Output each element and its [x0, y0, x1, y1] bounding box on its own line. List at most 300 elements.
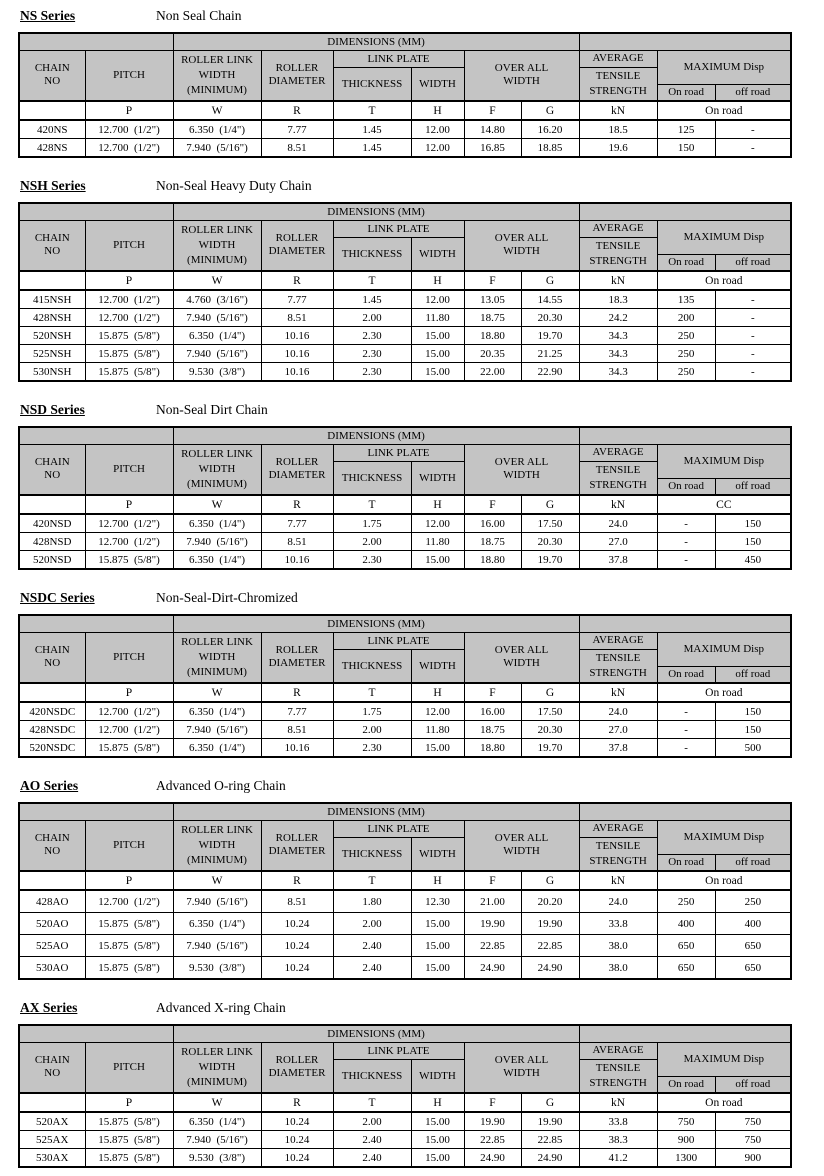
cell-tensile-kn: 41.2 — [579, 1149, 657, 1168]
unit-label-chain-no — [19, 1093, 85, 1112]
header-blank-right — [579, 615, 791, 632]
cell-overall-width-f: 20.35 — [464, 345, 521, 363]
header-roller-link-width: ROLLER LINK WIDTH (MINIMUM) — [173, 444, 261, 495]
cell-pitch: 12.700 (1/2") — [85, 290, 173, 309]
cell-overall-width-g: 22.85 — [521, 1131, 579, 1149]
cell-pitch: 15.875 (5/8") — [85, 913, 173, 935]
cell-disp-off-road: - — [715, 290, 791, 309]
header-tensile-strength: TENSILE STRENGTH — [579, 67, 657, 101]
cell-thickness: 2.00 — [333, 721, 411, 739]
header-on-road: On road — [657, 666, 715, 683]
cell-pitch: 15.875 (5/8") — [85, 345, 173, 363]
cell-overall-width-g: 22.90 — [521, 363, 579, 382]
cell-overall-width-g: 22.85 — [521, 935, 579, 957]
unit-disp: On road — [657, 101, 791, 120]
table-row — [19, 1131, 791, 1149]
table-row — [19, 1149, 791, 1168]
unit-label-chain-no — [19, 495, 85, 514]
cell-tensile-kn: 33.8 — [579, 913, 657, 935]
cell-tensile-kn: 24.0 — [579, 890, 657, 913]
cell-overall-width-g: 20.20 — [521, 890, 579, 913]
cell-overall-width-g: 20.30 — [521, 533, 579, 551]
cell-thickness: 2.40 — [333, 957, 411, 980]
unit-label-tensile-kn: kN — [579, 1093, 657, 1112]
unit-label-thickness: T — [333, 271, 411, 290]
header-roller-diameter: ROLLER DIAMETER — [261, 820, 333, 871]
cell-disp-off-road: 750 — [715, 1131, 791, 1149]
cell-overall-width-f: 24.90 — [464, 1149, 521, 1168]
header-chain-no: CHAIN NO — [19, 444, 85, 495]
header-width: WIDTH — [411, 649, 464, 683]
cell-roller-link-width: 7.940 (5/16") — [173, 721, 261, 739]
cell-chain-no: 420NSDC — [19, 702, 85, 721]
header-overall-width: OVER ALL WIDTH — [464, 820, 579, 871]
header-maximum-disp: MAXIMUM Disp — [657, 820, 791, 854]
unit-label-roller-link-width: W — [173, 1093, 261, 1112]
header-width: WIDTH — [411, 67, 464, 101]
cell-overall-width-f: 22.00 — [464, 363, 521, 382]
header-average: AVERAGE — [579, 50, 657, 67]
cell-roller-diameter: 10.16 — [261, 327, 333, 345]
cell-thickness: 2.30 — [333, 327, 411, 345]
header-dimensions: DIMENSIONS (MM) — [173, 427, 579, 444]
cell-disp-on-road: 650 — [657, 935, 715, 957]
series-subtitle: Non-Seal Heavy Duty Chain — [156, 178, 312, 193]
cell-chain-no: 415NSH — [19, 290, 85, 309]
cell-tensile-kn: 38.0 — [579, 957, 657, 980]
cell-disp-off-road: - — [715, 327, 791, 345]
header-maximum-disp: MAXIMUM Disp — [657, 1042, 791, 1076]
header-blank-left — [19, 615, 173, 632]
cell-roller-diameter: 10.24 — [261, 957, 333, 980]
cell-width: 12.00 — [411, 290, 464, 309]
cell-overall-width-g: 20.30 — [521, 721, 579, 739]
cell-thickness: 1.45 — [333, 290, 411, 309]
cell-chain-no: 525AO — [19, 935, 85, 957]
unit-label-tensile-kn: kN — [579, 871, 657, 890]
cell-pitch: 12.700 (1/2") — [85, 702, 173, 721]
cell-thickness: 2.40 — [333, 1131, 411, 1149]
header-tensile-strength: TENSILE STRENGTH — [579, 649, 657, 683]
cell-chain-no: 428AO — [19, 890, 85, 913]
series-section — [18, 177, 791, 382]
table-row — [19, 514, 791, 533]
cell-roller-link-width: 6.350 (1/4") — [173, 1112, 261, 1131]
cell-chain-no: 520AO — [19, 913, 85, 935]
series-title-row — [20, 777, 791, 794]
header-thickness: THICKNESS — [333, 67, 411, 101]
cell-chain-no: 420NS — [19, 120, 85, 139]
header-blank-right — [579, 33, 791, 50]
unit-label-pitch: P — [85, 1093, 173, 1112]
cell-disp-off-road: 150 — [715, 702, 791, 721]
table-row — [19, 702, 791, 721]
table-row — [19, 120, 791, 139]
header-chain-no: CHAIN NO — [19, 220, 85, 271]
header-blank-right — [579, 203, 791, 220]
header-thickness: THICKNESS — [333, 461, 411, 495]
cell-disp-off-road: - — [715, 345, 791, 363]
cell-overall-width-f: 13.05 — [464, 290, 521, 309]
header-overall-width: OVER ALL WIDTH — [464, 1042, 579, 1093]
cell-pitch: 12.700 (1/2") — [85, 139, 173, 158]
header-dimensions: DIMENSIONS (MM) — [173, 803, 579, 820]
unit-label-width: H — [411, 683, 464, 702]
header-link-plate: LINK PLATE — [333, 50, 464, 67]
cell-width: 12.00 — [411, 702, 464, 721]
cell-pitch: 12.700 (1/2") — [85, 890, 173, 913]
cell-thickness: 2.00 — [333, 1112, 411, 1131]
cell-pitch: 12.700 (1/2") — [85, 120, 173, 139]
cell-chain-no: 520NSH — [19, 327, 85, 345]
header-link-plate: LINK PLATE — [333, 220, 464, 237]
series-section — [18, 7, 791, 158]
cell-chain-no: 525NSH — [19, 345, 85, 363]
cell-disp-on-road: 125 — [657, 120, 715, 139]
cell-roller-link-width: 6.350 (1/4") — [173, 514, 261, 533]
header-off-road: off road — [715, 478, 791, 495]
unit-label-overall-width-g: G — [521, 495, 579, 514]
unit-disp: On road — [657, 271, 791, 290]
cell-pitch: 15.875 (5/8") — [85, 1112, 173, 1131]
cell-roller-diameter: 10.16 — [261, 363, 333, 382]
header-pitch: PITCH — [85, 444, 173, 495]
table-row — [19, 327, 791, 345]
header-roller-diameter: ROLLER DIAMETER — [261, 50, 333, 101]
cell-chain-no: 530NSH — [19, 363, 85, 382]
header-roller-link-width: ROLLER LINK WIDTH (MINIMUM) — [173, 50, 261, 101]
header-tensile-strength: TENSILE STRENGTH — [579, 837, 657, 871]
cell-overall-width-g: 24.90 — [521, 957, 579, 980]
unit-label-overall-width-f: F — [464, 495, 521, 514]
unit-label-tensile-kn: kN — [579, 683, 657, 702]
header-width: WIDTH — [411, 461, 464, 495]
cell-roller-diameter: 7.77 — [261, 514, 333, 533]
cell-disp-off-road: 150 — [715, 721, 791, 739]
header-chain-no: CHAIN NO — [19, 632, 85, 683]
header-blank-left — [19, 1025, 173, 1042]
cell-chain-no: 520AX — [19, 1112, 85, 1131]
cell-width: 15.00 — [411, 957, 464, 980]
cell-pitch: 12.700 (1/2") — [85, 533, 173, 551]
unit-label-chain-no — [19, 871, 85, 890]
cell-tensile-kn: 37.8 — [579, 739, 657, 758]
header-thickness: THICKNESS — [333, 837, 411, 871]
cell-pitch: 15.875 (5/8") — [85, 1131, 173, 1149]
header-roller-diameter: ROLLER DIAMETER — [261, 444, 333, 495]
series-section — [18, 999, 791, 1168]
cell-overall-width-g: 24.90 — [521, 1149, 579, 1168]
cell-roller-diameter: 7.77 — [261, 702, 333, 721]
cell-disp-on-road: - — [657, 514, 715, 533]
cell-pitch: 12.700 (1/2") — [85, 309, 173, 327]
cell-roller-link-width: 7.940 (5/16") — [173, 533, 261, 551]
cell-thickness: 2.30 — [333, 739, 411, 758]
header-width: WIDTH — [411, 837, 464, 871]
header-on-road: On road — [657, 1076, 715, 1093]
cell-width: 15.00 — [411, 1131, 464, 1149]
cell-disp-on-road: 200 — [657, 309, 715, 327]
unit-label-overall-width-f: F — [464, 871, 521, 890]
cell-thickness: 2.40 — [333, 1149, 411, 1168]
cell-disp-off-road: - — [715, 309, 791, 327]
cell-pitch: 15.875 (5/8") — [85, 957, 173, 980]
cell-overall-width-g: 19.90 — [521, 1112, 579, 1131]
cell-tensile-kn: 27.0 — [579, 721, 657, 739]
cell-tensile-kn: 24.0 — [579, 702, 657, 721]
header-off-road: off road — [715, 84, 791, 101]
header-on-road: On road — [657, 84, 715, 101]
header-blank-left — [19, 33, 173, 50]
header-average: AVERAGE — [579, 820, 657, 837]
cell-width: 15.00 — [411, 739, 464, 758]
series-title: NSH Series — [20, 178, 86, 193]
cell-disp-on-road: 135 — [657, 290, 715, 309]
header-pitch: PITCH — [85, 632, 173, 683]
table-row — [19, 551, 791, 570]
cell-disp-on-road: - — [657, 739, 715, 758]
cell-tensile-kn: 34.3 — [579, 363, 657, 382]
header-pitch: PITCH — [85, 1042, 173, 1093]
unit-label-pitch: P — [85, 871, 173, 890]
cell-disp-on-road: 1300 — [657, 1149, 715, 1168]
cell-roller-link-width: 4.760 (3/16") — [173, 290, 261, 309]
header-link-plate: LINK PLATE — [333, 444, 464, 461]
header-blank-left — [19, 803, 173, 820]
cell-roller-diameter: 8.51 — [261, 309, 333, 327]
cell-thickness: 2.30 — [333, 345, 411, 363]
header-chain-no: CHAIN NO — [19, 820, 85, 871]
header-maximum-disp: MAXIMUM Disp — [657, 50, 791, 84]
header-tensile-strength: TENSILE STRENGTH — [579, 461, 657, 495]
cell-width: 15.00 — [411, 935, 464, 957]
header-roller-diameter: ROLLER DIAMETER — [261, 632, 333, 683]
cell-disp-on-road: - — [657, 702, 715, 721]
spec-table — [18, 614, 792, 758]
cell-thickness: 1.45 — [333, 139, 411, 158]
cell-thickness: 1.75 — [333, 514, 411, 533]
series-section — [18, 401, 791, 570]
unit-label-tensile-kn: kN — [579, 101, 657, 120]
spec-table — [18, 202, 792, 382]
series-subtitle: Advanced O-ring Chain — [156, 778, 286, 793]
series-title: NS Series — [20, 8, 76, 23]
unit-label-thickness: T — [333, 871, 411, 890]
cell-disp-on-road: 750 — [657, 1112, 715, 1131]
unit-label-roller-diameter: R — [261, 101, 333, 120]
cell-disp-off-road: 650 — [715, 957, 791, 980]
header-off-road: off road — [715, 666, 791, 683]
cell-thickness: 2.00 — [333, 309, 411, 327]
unit-label-tensile-kn: kN — [579, 271, 657, 290]
header-thickness: THICKNESS — [333, 1059, 411, 1093]
cell-tensile-kn: 34.3 — [579, 345, 657, 363]
header-link-plate: LINK PLATE — [333, 632, 464, 649]
cell-chain-no: 525AX — [19, 1131, 85, 1149]
unit-label-overall-width-f: F — [464, 683, 521, 702]
unit-label-thickness: T — [333, 495, 411, 514]
header-thickness: THICKNESS — [333, 649, 411, 683]
cell-overall-width-g: 17.50 — [521, 514, 579, 533]
cell-disp-off-road: 500 — [715, 739, 791, 758]
cell-chain-no: 428NSH — [19, 309, 85, 327]
series-title-row — [20, 999, 791, 1016]
cell-roller-diameter: 7.77 — [261, 120, 333, 139]
header-maximum-disp: MAXIMUM Disp — [657, 444, 791, 478]
cell-roller-diameter: 10.24 — [261, 1112, 333, 1131]
cell-tensile-kn: 19.6 — [579, 139, 657, 158]
cell-roller-link-width: 7.940 (5/16") — [173, 1131, 261, 1149]
cell-disp-off-road: 250 — [715, 890, 791, 913]
header-maximum-disp: MAXIMUM Disp — [657, 632, 791, 666]
unit-label-width: H — [411, 495, 464, 514]
cell-overall-width-g: 17.50 — [521, 702, 579, 721]
cell-width: 11.80 — [411, 721, 464, 739]
cell-overall-width-g: 14.55 — [521, 290, 579, 309]
unit-label-width: H — [411, 871, 464, 890]
header-overall-width: OVER ALL WIDTH — [464, 220, 579, 271]
series-subtitle: Non Seal Chain — [156, 8, 242, 23]
cell-tensile-kn: 33.8 — [579, 1112, 657, 1131]
unit-label-pitch: P — [85, 683, 173, 702]
cell-roller-diameter: 10.24 — [261, 1131, 333, 1149]
header-link-plate: LINK PLATE — [333, 1042, 464, 1059]
cell-disp-off-road: 150 — [715, 514, 791, 533]
cell-roller-link-width: 9.530 (3/8") — [173, 1149, 261, 1168]
cell-chain-no: 428NSDC — [19, 721, 85, 739]
unit-label-overall-width-g: G — [521, 101, 579, 120]
series-title-row — [20, 401, 791, 418]
header-off-road: off road — [715, 254, 791, 271]
header-roller-diameter: ROLLER DIAMETER — [261, 1042, 333, 1093]
cell-roller-diameter: 8.51 — [261, 533, 333, 551]
unit-label-pitch: P — [85, 271, 173, 290]
cell-overall-width-f: 22.85 — [464, 1131, 521, 1149]
cell-tensile-kn: 38.0 — [579, 935, 657, 957]
cell-chain-no: 420NSD — [19, 514, 85, 533]
header-maximum-disp: MAXIMUM Disp — [657, 220, 791, 254]
unit-label-thickness: T — [333, 1093, 411, 1112]
cell-roller-link-width: 6.350 (1/4") — [173, 327, 261, 345]
cell-roller-diameter: 8.51 — [261, 890, 333, 913]
table-row — [19, 721, 791, 739]
cell-pitch: 12.700 (1/2") — [85, 721, 173, 739]
cell-overall-width-g: 16.20 — [521, 120, 579, 139]
cell-roller-link-width: 6.350 (1/4") — [173, 739, 261, 758]
unit-label-roller-link-width: W — [173, 495, 261, 514]
header-overall-width: OVER ALL WIDTH — [464, 444, 579, 495]
cell-overall-width-g: 19.70 — [521, 739, 579, 758]
cell-roller-link-width: 6.350 (1/4") — [173, 551, 261, 570]
cell-roller-diameter: 8.51 — [261, 139, 333, 158]
cell-pitch: 15.875 (5/8") — [85, 363, 173, 382]
cell-pitch: 15.875 (5/8") — [85, 935, 173, 957]
table-row — [19, 533, 791, 551]
series-title-row — [20, 589, 791, 606]
unit-label-width: H — [411, 101, 464, 120]
cell-roller-diameter: 10.16 — [261, 739, 333, 758]
cell-pitch: 15.875 (5/8") — [85, 551, 173, 570]
header-blank-right — [579, 803, 791, 820]
cell-pitch: 15.875 (5/8") — [85, 327, 173, 345]
table-row — [19, 1112, 791, 1131]
table-row — [19, 935, 791, 957]
series-title-row — [20, 177, 791, 194]
cell-pitch: 12.700 (1/2") — [85, 514, 173, 533]
cell-disp-on-road: 250 — [657, 363, 715, 382]
cell-width: 15.00 — [411, 345, 464, 363]
cell-overall-width-g: 19.90 — [521, 913, 579, 935]
cell-overall-width-f: 21.00 — [464, 890, 521, 913]
unit-label-overall-width-f: F — [464, 271, 521, 290]
cell-disp-on-road: - — [657, 721, 715, 739]
cell-thickness: 1.75 — [333, 702, 411, 721]
cell-overall-width-f: 18.75 — [464, 309, 521, 327]
cell-disp-off-road: 150 — [715, 533, 791, 551]
cell-width: 11.80 — [411, 309, 464, 327]
cell-roller-link-width: 6.350 (1/4") — [173, 120, 261, 139]
spec-table — [18, 802, 792, 980]
spec-table — [18, 32, 792, 158]
header-pitch: PITCH — [85, 50, 173, 101]
cell-roller-link-width: 9.530 (3/8") — [173, 363, 261, 382]
unit-label-roller-link-width: W — [173, 101, 261, 120]
table-row — [19, 290, 791, 309]
header-dimensions: DIMENSIONS (MM) — [173, 615, 579, 632]
cell-thickness: 2.00 — [333, 913, 411, 935]
cell-thickness: 1.80 — [333, 890, 411, 913]
cell-width: 15.00 — [411, 1149, 464, 1168]
cell-disp-off-road: 900 — [715, 1149, 791, 1168]
header-tensile-strength: TENSILE STRENGTH — [579, 1059, 657, 1093]
table-row — [19, 345, 791, 363]
cell-width: 12.00 — [411, 120, 464, 139]
unit-label-chain-no — [19, 271, 85, 290]
cell-tensile-kn: 18.5 — [579, 120, 657, 139]
cell-overall-width-f: 14.80 — [464, 120, 521, 139]
header-roller-link-width: ROLLER LINK WIDTH (MINIMUM) — [173, 220, 261, 271]
unit-label-roller-link-width: W — [173, 271, 261, 290]
unit-label-width: H — [411, 1093, 464, 1112]
cell-roller-diameter: 10.16 — [261, 345, 333, 363]
cell-disp-on-road: 900 — [657, 1131, 715, 1149]
cell-overall-width-g: 19.70 — [521, 327, 579, 345]
unit-label-thickness: T — [333, 101, 411, 120]
header-off-road: off road — [715, 1076, 791, 1093]
header-link-plate: LINK PLATE — [333, 820, 464, 837]
cell-tensile-kn: 24.0 — [579, 514, 657, 533]
series-title: AX Series — [20, 1000, 78, 1015]
cell-chain-no: 520NSDC — [19, 739, 85, 758]
unit-label-thickness: T — [333, 683, 411, 702]
header-average: AVERAGE — [579, 220, 657, 237]
cell-overall-width-f: 18.75 — [464, 721, 521, 739]
unit-disp: On road — [657, 1093, 791, 1112]
cell-overall-width-f: 22.85 — [464, 935, 521, 957]
unit-label-tensile-kn: kN — [579, 495, 657, 514]
unit-label-overall-width-g: G — [521, 1093, 579, 1112]
table-row — [19, 139, 791, 158]
header-blank-right — [579, 427, 791, 444]
unit-label-overall-width-f: F — [464, 1093, 521, 1112]
cell-roller-diameter: 7.77 — [261, 290, 333, 309]
cell-roller-diameter: 10.16 — [261, 551, 333, 570]
unit-label-width: H — [411, 271, 464, 290]
cell-tensile-kn: 38.3 — [579, 1131, 657, 1149]
header-on-road: On road — [657, 254, 715, 271]
unit-label-roller-diameter: R — [261, 495, 333, 514]
table-row — [19, 957, 791, 980]
